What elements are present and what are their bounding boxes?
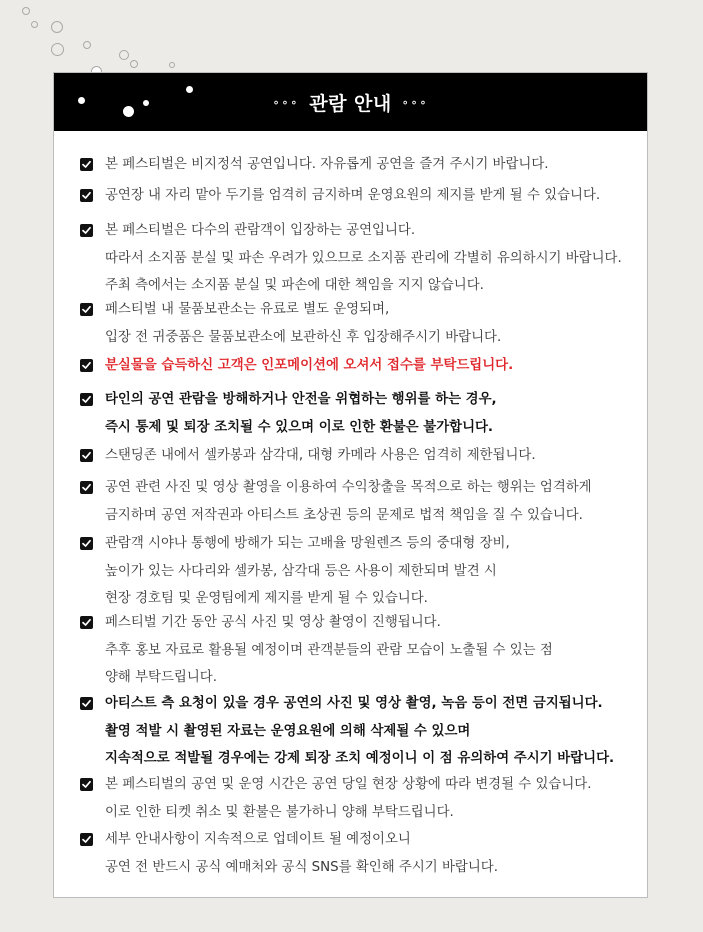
checkbox-checked-icon — [80, 449, 93, 462]
checkbox-checked-icon — [80, 224, 93, 237]
card-header — [54, 73, 647, 131]
decorative-bubble — [83, 41, 91, 49]
notice-line: 세부 안내사항이 지속적으로 업데이트 될 예정이오니 — [105, 832, 411, 847]
notice-line: 현장 경호팀 및 운영팀에게 제지를 받게 될 수 있습니다. — [105, 591, 428, 606]
checkbox-checked-icon — [80, 158, 93, 171]
notice-line: 본 페스티벌은 다수의 관람객이 입장하는 공연입니다. — [105, 223, 416, 238]
checkbox-checked-icon — [80, 833, 93, 846]
decorative-bubble — [130, 60, 138, 68]
checkbox-checked-icon — [80, 359, 93, 372]
notice-text — [105, 613, 625, 696]
decorative-bubble — [31, 21, 38, 28]
title-decoration-right: ∘∘∘ — [401, 95, 429, 109]
notice-line: 공연 관련 사진 및 영상 촬영을 이용하여 수익창출을 목적으로 하는 행위는 엄격하게 — [105, 480, 592, 495]
notice-text — [105, 155, 625, 183]
notice-line: 공연 전 반드시 공식 예매처와 공식 SNS를 확인해 주시기 바랍니다. — [105, 859, 498, 875]
notice-text — [105, 356, 625, 384]
checkbox-checked-icon — [80, 697, 93, 710]
notice-line: 스탠딩존 내에서 셀카봉과 삼각대, 대형 카메라 사용은 엄격히 제한됩니다. — [105, 448, 536, 463]
notice-line: 타인의 공연 관람을 방해하거나 안전을 위협하는 행위를 하는 경우, — [105, 392, 497, 407]
notice-line: 지속적으로 적발될 경우에는 강제 퇴장 조치 예정이니 이 점 유의하여 주시기 바랍니다. — [105, 751, 615, 766]
checkbox-checked-icon — [80, 481, 93, 494]
title-text: 관람 안내 — [309, 92, 392, 115]
notice-line: 이로 인한 티켓 취소 및 환불은 불가하니 양해 부탁드립니다. — [105, 804, 454, 820]
decorative-bubble — [51, 21, 63, 33]
notice-text — [105, 478, 625, 533]
viewing-guide-card — [53, 72, 648, 898]
notice-line: 본 페스티벌의 공연 및 운영 시간은 공연 당일 현장 상황에 따라 변경될 수 있습니다. — [105, 777, 592, 792]
notice-text — [105, 534, 625, 617]
notice-text — [105, 694, 625, 777]
notice-line: 추후 홍보 자료로 활용될 예정이며 관객분들의 관람 모습이 노출될 수 있는 점 — [105, 642, 553, 658]
notice-line: 분실물을 습득하신 고객은 인포메이션에 오셔서 접수를 부탁드립니다. — [105, 358, 514, 373]
checkbox-checked-icon — [80, 778, 93, 791]
notice-text — [105, 186, 625, 214]
decorative-bubble — [22, 7, 30, 15]
notice-text — [105, 775, 625, 830]
notice-line: 아티스트 측 요청이 있을 경우 공연의 사진 및 영상 촬영, 녹음 등이 전면 금지됩니다. — [105, 696, 603, 711]
notice-line: 페스티벌 내 물품보관소는 유료로 별도 운영되며, — [105, 302, 390, 317]
decorative-bubble — [169, 62, 175, 68]
checkbox-checked-icon — [80, 189, 93, 202]
title-decoration-left: ∘∘∘ — [272, 95, 300, 109]
notice-line: 페스티벌 기간 동안 공식 사진 및 영상 촬영이 진행됩니다. — [105, 615, 441, 630]
notice-text — [105, 221, 625, 304]
checkbox-checked-icon — [80, 537, 93, 550]
notice-text — [105, 446, 625, 474]
notice-line: 따라서 소지품 분실 및 파손 우려가 있으므로 소지품 관리에 각별히 유의하시기 바랍니다. — [105, 250, 622, 266]
notice-text — [105, 390, 625, 445]
checkbox-checked-icon — [80, 393, 93, 406]
notice-line: 주최 측에서는 소지품 분실 및 파손에 대한 책임을 지지 않습니다. — [105, 278, 484, 293]
notice-line: 관람객 시야나 통행에 방해가 되는 고배율 망원렌즈 등의 중대형 장비, — [105, 536, 510, 551]
checkbox-checked-icon — [80, 616, 93, 629]
notice-line: 금지하며 공연 저작권과 아티스트 초상권 등의 문제로 법적 책임을 질 수 있습니다. — [105, 507, 583, 523]
notice-line: 높이가 있는 사다리와 셀카봉, 삼각대 등은 사용이 제한되며 발견 시 — [105, 563, 497, 579]
notice-line: 촬영 적발 시 촬영된 자료는 운영요원에 의해 삭제될 수 있으며 — [105, 723, 471, 739]
notice-line: 즉시 통제 및 퇴장 조치될 수 있으며 이로 인한 환불은 불가합니다. — [105, 419, 494, 435]
notice-line: 양해 부탁드립니다. — [105, 670, 217, 685]
checkbox-checked-icon — [80, 303, 93, 316]
page-title — [54, 73, 647, 131]
notice-line: 공연장 내 자리 맡아 두기를 엄격히 금지하며 운영요원의 제지를 받게 될 수 있습니다. — [105, 188, 601, 203]
notice-text — [105, 830, 625, 885]
notice-line: 입장 전 귀중품은 물품보관소에 보관하신 후 입장해주시기 바랍니다. — [105, 329, 502, 345]
decorative-bubble — [51, 43, 64, 56]
notice-line: 본 페스티벌은 비지정석 공연입니다. 자유롭게 공연을 즐겨 주시기 바랍니다. — [105, 157, 549, 172]
notice-text — [105, 300, 625, 355]
decorative-bubble — [119, 50, 129, 60]
